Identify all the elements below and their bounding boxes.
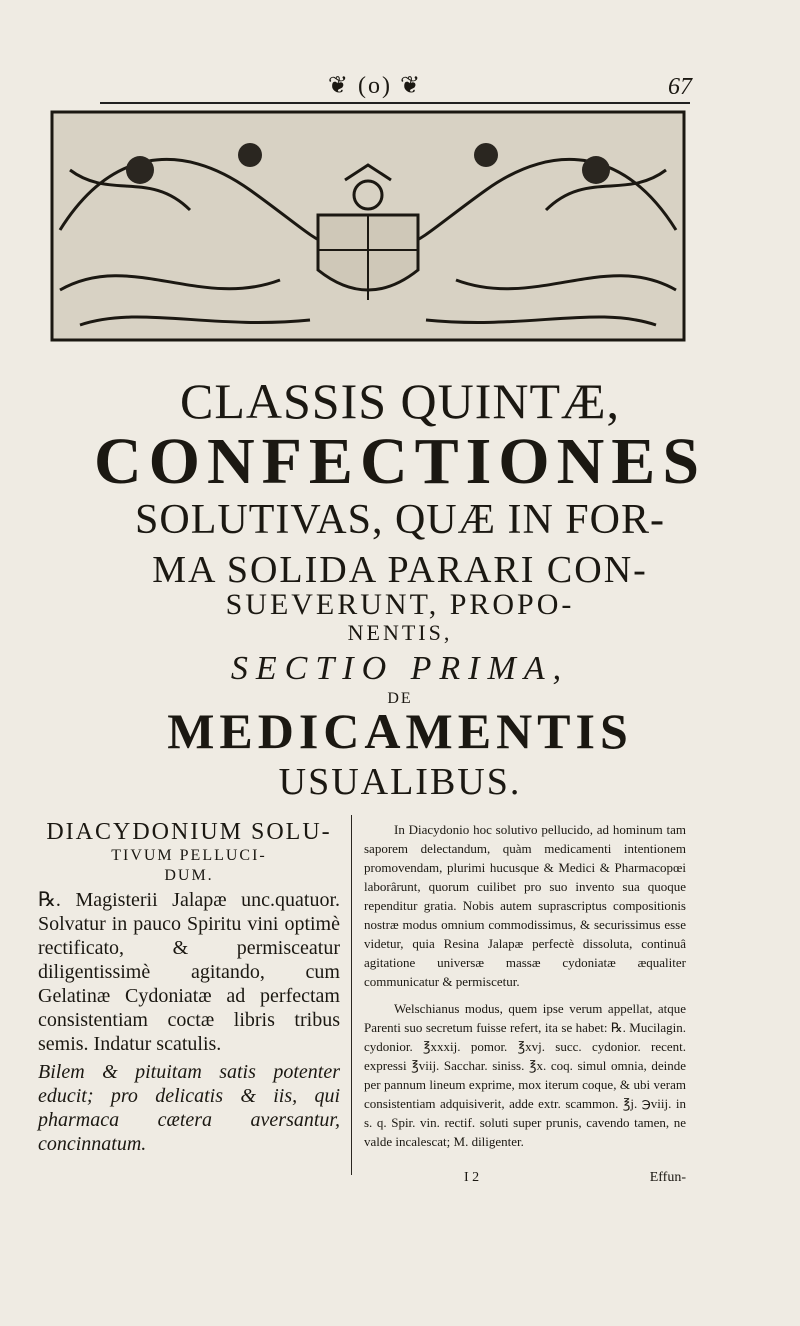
recipe-title: DIACYDONIUM SOLU- [46, 819, 332, 845]
catchword: Effun- [649, 1170, 686, 1185]
title-classis: CLASSIS QUINTÆ, [179, 373, 621, 429]
left-column [38, 818, 340, 1156]
title-line-6: NENTIS, [347, 620, 453, 645]
column-divider [351, 815, 352, 1175]
title-de: DE [387, 690, 413, 707]
title-line-4: MA SOLIDA PARARI CON- [152, 549, 648, 591]
commentary-paragraph-2: Welschianus modus, quem ipse verum appellat, atque Parenti suo secretum fuisse refert, ita se habet: ℞. Mucilagin. cydonior. ℥xxxij. pomor. ℥xvj. succ. cydonior. recent. expressi ℥viij. Sacchar. siniss. ℥x. coq. simul omnia, deinde per pannum lineum exprime, mox iterum coque, & ubi veram consistentiam adquisiverit, adde extr. scammon. ℥j. ℈viij. in s. q. Spir. vin. rectif. soluti super prunis, cavendo tamen, ne valde incalescat; M. diligenter. [364, 1001, 686, 1149]
page-footer [368, 1170, 686, 1190]
signature-mark: I 2 [464, 1170, 480, 1185]
page-number: 67 [668, 74, 692, 100]
title-medicamentis: MEDICAMENTIS [167, 703, 633, 759]
title-usualibus: USUALIBUS. [278, 761, 522, 803]
title-line-5: SUEVERUNT, PROPO- [225, 588, 575, 621]
recipe-title-line-3: DUM. [164, 867, 214, 884]
section-heading: SECTIO PRIMA, [230, 650, 570, 687]
right-column [364, 820, 686, 1151]
woodcut-headpiece-ornament [50, 110, 686, 342]
header-rule [100, 102, 690, 104]
title-line-3: SOLUTIVAS, QUÆ IN FOR- [135, 497, 665, 543]
running-head: ❦ (o) ❦ [327, 72, 423, 99]
title-confectiones: CONFECTIONES [93, 425, 707, 498]
recipe-title-line-2: TIVUM PELLUCI- [111, 847, 267, 864]
recipe-text: ℞. Magisterii Jalapæ unc.quatuor. Solvatur in pauco Spiritu vini optimè rectificato, & permisceatur diligentissimè agitando, cum Gelatinæ Cydoniatæ ad perfectam consistentiam coctæ libris tribus semis. Indatur scatulis. [38, 889, 340, 1055]
recipe-note: Bilem & pituitam satis potenter educit; pro delicatis & iis, qui pharmaca cætera aversantur, concinnatum. [38, 1061, 340, 1155]
commentary-paragraph-1: In Diacydonio hoc solutivo pellucido, ad hominum tam saporem delectandum, quàm medicamenti intentionem promovendam, plurimi hucusque & Medici & Pharmacopœi laborârunt, quorum cuilibet pro suo invento sua quoque rependitur gratia. Nobis autem suprascriptus compositionis nostræ modus omnium commodissimus, & securissimus esse videtur, quia Resina Jalapæ perfectè dissoluta, continuâ agitatione universæ massæ cydoniatæ æqualiter communicatur & permiscetur. [364, 822, 686, 989]
